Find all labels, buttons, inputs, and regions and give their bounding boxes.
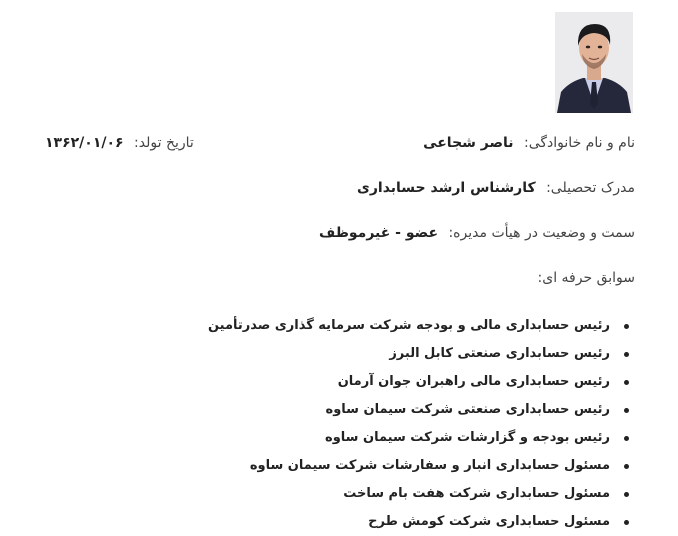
history-item-text: رئیس بودجه و گزارشات شرکت سیمان ساوه <box>325 430 610 445</box>
bullet-icon <box>624 408 629 413</box>
bullet-icon <box>624 492 629 497</box>
list-item <box>208 424 635 452</box>
name-row <box>423 133 635 153</box>
birth-value: ۱۳۶۲/۰۱/۰۶ <box>45 135 124 151</box>
education-value: کارشناس ارشد حسابداری <box>357 180 536 196</box>
bullet-icon <box>624 464 629 469</box>
education-row <box>357 178 635 198</box>
history-item-text: رئیس حسابداری صنعتی شرکت سیمان ساوه <box>325 402 610 417</box>
bullet-icon <box>624 520 629 525</box>
position-value: عضو - غیرموظف <box>319 225 439 241</box>
profile-photo <box>555 12 633 113</box>
bullet-icon <box>624 352 629 357</box>
birth-row <box>45 133 194 153</box>
history-heading <box>538 268 635 288</box>
history-list <box>208 312 635 536</box>
history-item-text: رئیس حسابداری مالی و بودجه شرکت سرمایه گذاری صدرتأمین <box>207 318 610 333</box>
name-label: نام و نام خانوادگی: <box>524 135 635 151</box>
bullet-icon <box>624 436 629 441</box>
bullet-icon <box>624 380 629 385</box>
position-label: سمت و وضعیت در هیأت مدیره: <box>448 225 635 241</box>
history-item-text: مسئول حسابداری انبار و سفارشات شرکت سیمان ساوه <box>249 458 610 473</box>
list-item <box>208 396 635 424</box>
birth-label: تاریخ تولد: <box>134 135 194 151</box>
list-item <box>208 368 635 396</box>
list-item <box>208 340 635 368</box>
education-label: مدرک تحصیلی: <box>546 180 635 196</box>
history-item-text: رئیس حسابداری صنعتی کابل البرز <box>389 346 610 361</box>
portrait-image <box>555 12 633 113</box>
list-item <box>208 452 635 480</box>
history-label: سوابق حرفه ای: <box>537 270 635 286</box>
history-item-text: مسئول حسابداری شرکت هفت بام ساخت <box>343 486 610 501</box>
list-item <box>208 480 635 508</box>
name-value: ناصر شجاعی <box>423 135 514 151</box>
history-item-text: مسئول حسابداری شرکت کومش طرح <box>368 514 610 529</box>
list-item <box>208 312 635 340</box>
history-item-text: رئیس حسابداری مالی راهبران جوان آرمان <box>337 374 610 389</box>
position-row <box>319 223 635 243</box>
list-item <box>208 508 635 536</box>
bullet-icon <box>624 324 629 329</box>
